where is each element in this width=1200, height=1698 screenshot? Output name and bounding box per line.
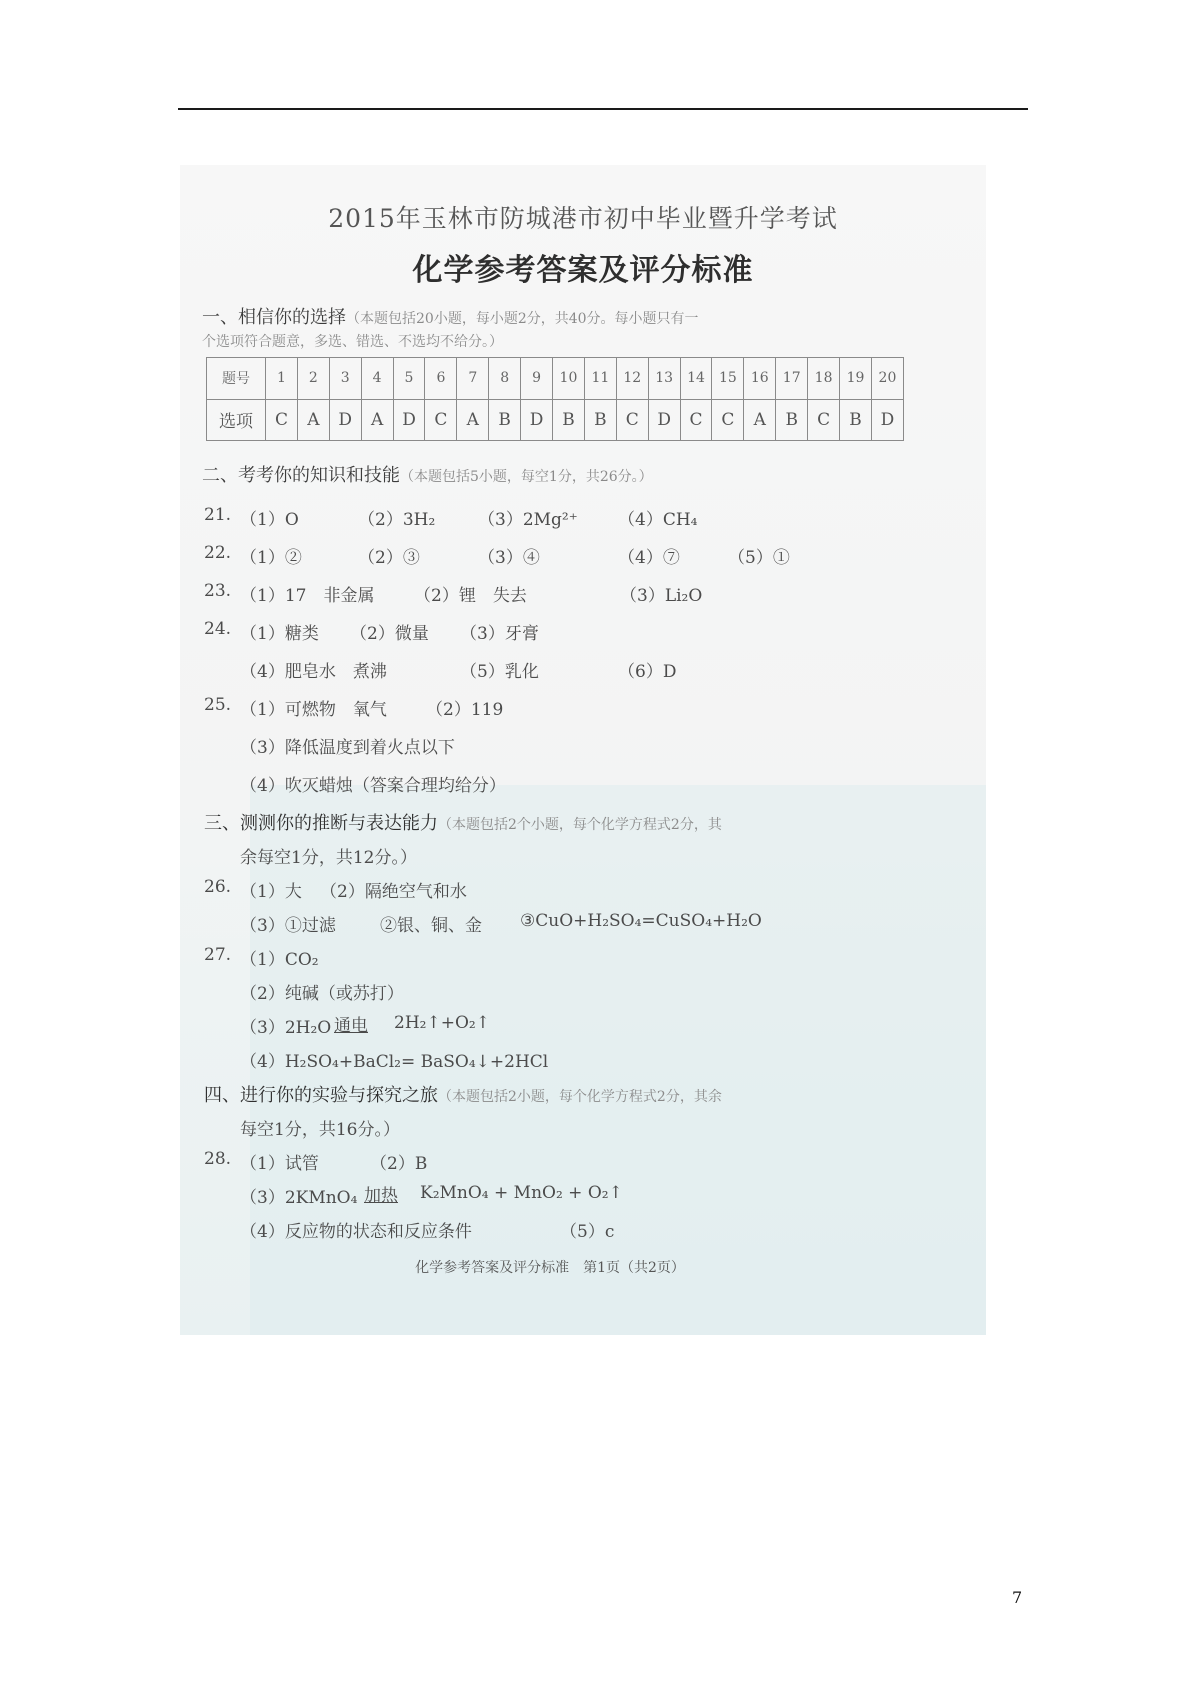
table-cell: D [871, 399, 903, 441]
table-cell: C [712, 399, 744, 441]
section4-note: （本题包括2小题，每个化学方程式2分，其余 [438, 1089, 722, 1105]
table-cell: 9 [521, 358, 553, 400]
table-cell: D [648, 399, 680, 441]
table-cell: 19 [840, 358, 872, 400]
table-cell: A [361, 399, 393, 441]
section1-note: （本题包括20小题，每小题2分，共40分。每小题只有一 [346, 311, 699, 327]
q27-condition: 通电 [334, 1016, 368, 1036]
q26-part3c: ③CuO+H₂SO₄=CuSO₄+H₂O [520, 911, 762, 931]
table-cell: 3 [329, 358, 361, 400]
table-cell: 1 [266, 358, 298, 400]
table-cell: 20 [871, 358, 903, 400]
table-cell: B [584, 399, 616, 441]
q21-part1: （1）O [240, 510, 299, 530]
q24-part1: （1）糖类 [240, 624, 319, 644]
q22-part2: （2）③ [358, 548, 420, 568]
table-cell: 16 [744, 358, 776, 400]
q28-part5: （5）c [560, 1222, 615, 1242]
q24-number: 24. [204, 619, 232, 639]
table-cell: 13 [648, 358, 680, 400]
table-cell: C [680, 399, 712, 441]
table-header-label: 题号 [207, 358, 266, 400]
q25-part4: （4）吹灭蜡烛（答案合理均给分） [240, 776, 506, 796]
q27-part3a: （3）2H₂O [240, 1018, 332, 1038]
q27-part1: （1）CO₂ [240, 950, 319, 970]
table-cell: C [425, 399, 457, 441]
q23-number: 23. [204, 581, 232, 601]
q28-condition: 加热 [364, 1186, 398, 1206]
q22-part1: （1）② [240, 548, 302, 568]
answer-key-title: 化学参考答案及评分标准 [412, 253, 754, 288]
q24-part5: （5）乳化 [460, 662, 539, 682]
table-cell: 6 [425, 358, 457, 400]
table-cell: 17 [776, 358, 808, 400]
table-cell: C [616, 399, 648, 441]
q22-part4: （4）⑦ [618, 548, 680, 568]
q23-part3: （3）Li₂O [620, 586, 703, 606]
section2-note: （本题包括5小题，每空1分，共26分。） [400, 469, 653, 485]
table-cell: 11 [584, 358, 616, 400]
section1-heading [202, 303, 699, 329]
section3-heading [204, 809, 722, 835]
table-cell: B [840, 399, 872, 441]
table-cell: 8 [489, 358, 521, 400]
q26-part1: （1）大 [240, 882, 302, 902]
table-cell: 18 [808, 358, 840, 400]
q27-number: 27. [204, 945, 232, 965]
q22-part3: （3）④ [478, 548, 540, 568]
table-cell: B [553, 399, 585, 441]
table-cell: 14 [680, 358, 712, 400]
section1-note-line2: 个选项符合题意，多选、错选、不选均不给分。） [202, 334, 503, 350]
exam-title: 2015年玉林市防城港市初中毕业暨升学考试 [328, 204, 838, 233]
scanned-answer-sheet [180, 165, 986, 1335]
table-cell: 2 [297, 358, 329, 400]
q24-part6: （6）D [618, 662, 677, 682]
q27-part4: （4）H₂SO₄+BaCl₂= BaSO₄↓+2HCl [240, 1052, 549, 1072]
q28-part3b: K₂MnO₄ + MnO₂ + O₂↑ [420, 1183, 623, 1203]
q21-part2: （2）3H₂ [358, 510, 436, 530]
q21-number: 21. [204, 505, 232, 525]
q25-number: 25. [204, 695, 232, 715]
section4-note-line2: 每空1分，共16分。） [240, 1120, 400, 1140]
q26-part3a: （3）①过滤 [240, 916, 336, 936]
table-cell: A [744, 399, 776, 441]
q28-part2: （2）B [370, 1154, 428, 1174]
table-cell: D [329, 399, 361, 441]
q22-number: 22. [204, 543, 232, 563]
section3-note-line2: 余每空1分，共12分。） [240, 848, 417, 868]
table-cell: B [489, 399, 521, 441]
table-cell: 7 [457, 358, 489, 400]
q27-part2: （2）纯碱（或苏打） [240, 984, 404, 1004]
section2-title: 二、考考你的知识和技能 [202, 465, 400, 486]
table-cell: A [457, 399, 489, 441]
table-cell: C [808, 399, 840, 441]
answer-row [207, 399, 904, 441]
table-cell: D [521, 399, 553, 441]
q25-part3: （3）降低温度到着火点以下 [240, 738, 455, 758]
section4-heading [204, 1081, 722, 1107]
table-cell: A [297, 399, 329, 441]
q21-part4: （4）CH₄ [618, 510, 698, 530]
q28-number: 28. [204, 1149, 232, 1169]
table-cell: 12 [616, 358, 648, 400]
q28-part4: （4）反应物的状态和反应条件 [240, 1222, 472, 1242]
q26-number: 26. [204, 877, 232, 897]
table-cell: 4 [361, 358, 393, 400]
q23-part1: （1）17 非金属 [240, 586, 375, 606]
table-cell: D [393, 399, 425, 441]
header-rule [178, 108, 1028, 110]
section4-title: 四、进行你的实验与探究之旅 [204, 1085, 438, 1106]
answer-table [206, 357, 904, 441]
q24-part4: （4）肥皂水 煮沸 [240, 662, 387, 682]
table-cell: 10 [553, 358, 585, 400]
q26-part3b: ②银、铜、金 [380, 916, 482, 936]
q21-part3: （3）2Mg²⁺ [478, 510, 578, 530]
q27-part3b: 2H₂↑+O₂↑ [394, 1013, 490, 1033]
scan-footer: 化学参考答案及评分标准 第1页（共2页） [415, 1260, 685, 1276]
section2-heading [202, 461, 653, 487]
q24-part3: （3）牙膏 [460, 624, 539, 644]
section3-title: 三、测测你的推断与表达能力 [204, 813, 438, 834]
q24-part2: （2）微量 [350, 624, 429, 644]
q26-part2: （2）隔绝空气和水 [320, 882, 467, 902]
q23-part2: （2）锂 失去 [414, 586, 527, 606]
q28-part1: （1）试管 [240, 1154, 319, 1174]
page-number: 7 [1012, 1588, 1023, 1607]
table-cell: 15 [712, 358, 744, 400]
question-number-row [207, 358, 904, 400]
q25-part1: （1）可燃物 氧气 [240, 700, 387, 720]
q22-part5: （5）① [728, 548, 790, 568]
table-cell: C [266, 399, 298, 441]
q25-part2: （2）119 [426, 700, 504, 720]
section3-note: （本题包括2个小题，每个化学方程式2分，其 [438, 817, 722, 833]
table-answer-label: 选项 [207, 399, 266, 441]
section1-title: 一、相信你的选择 [202, 307, 346, 328]
q28-part3a: （3）2KMnO₄ [240, 1188, 358, 1208]
table-cell: 5 [393, 358, 425, 400]
table-cell: B [776, 399, 808, 441]
